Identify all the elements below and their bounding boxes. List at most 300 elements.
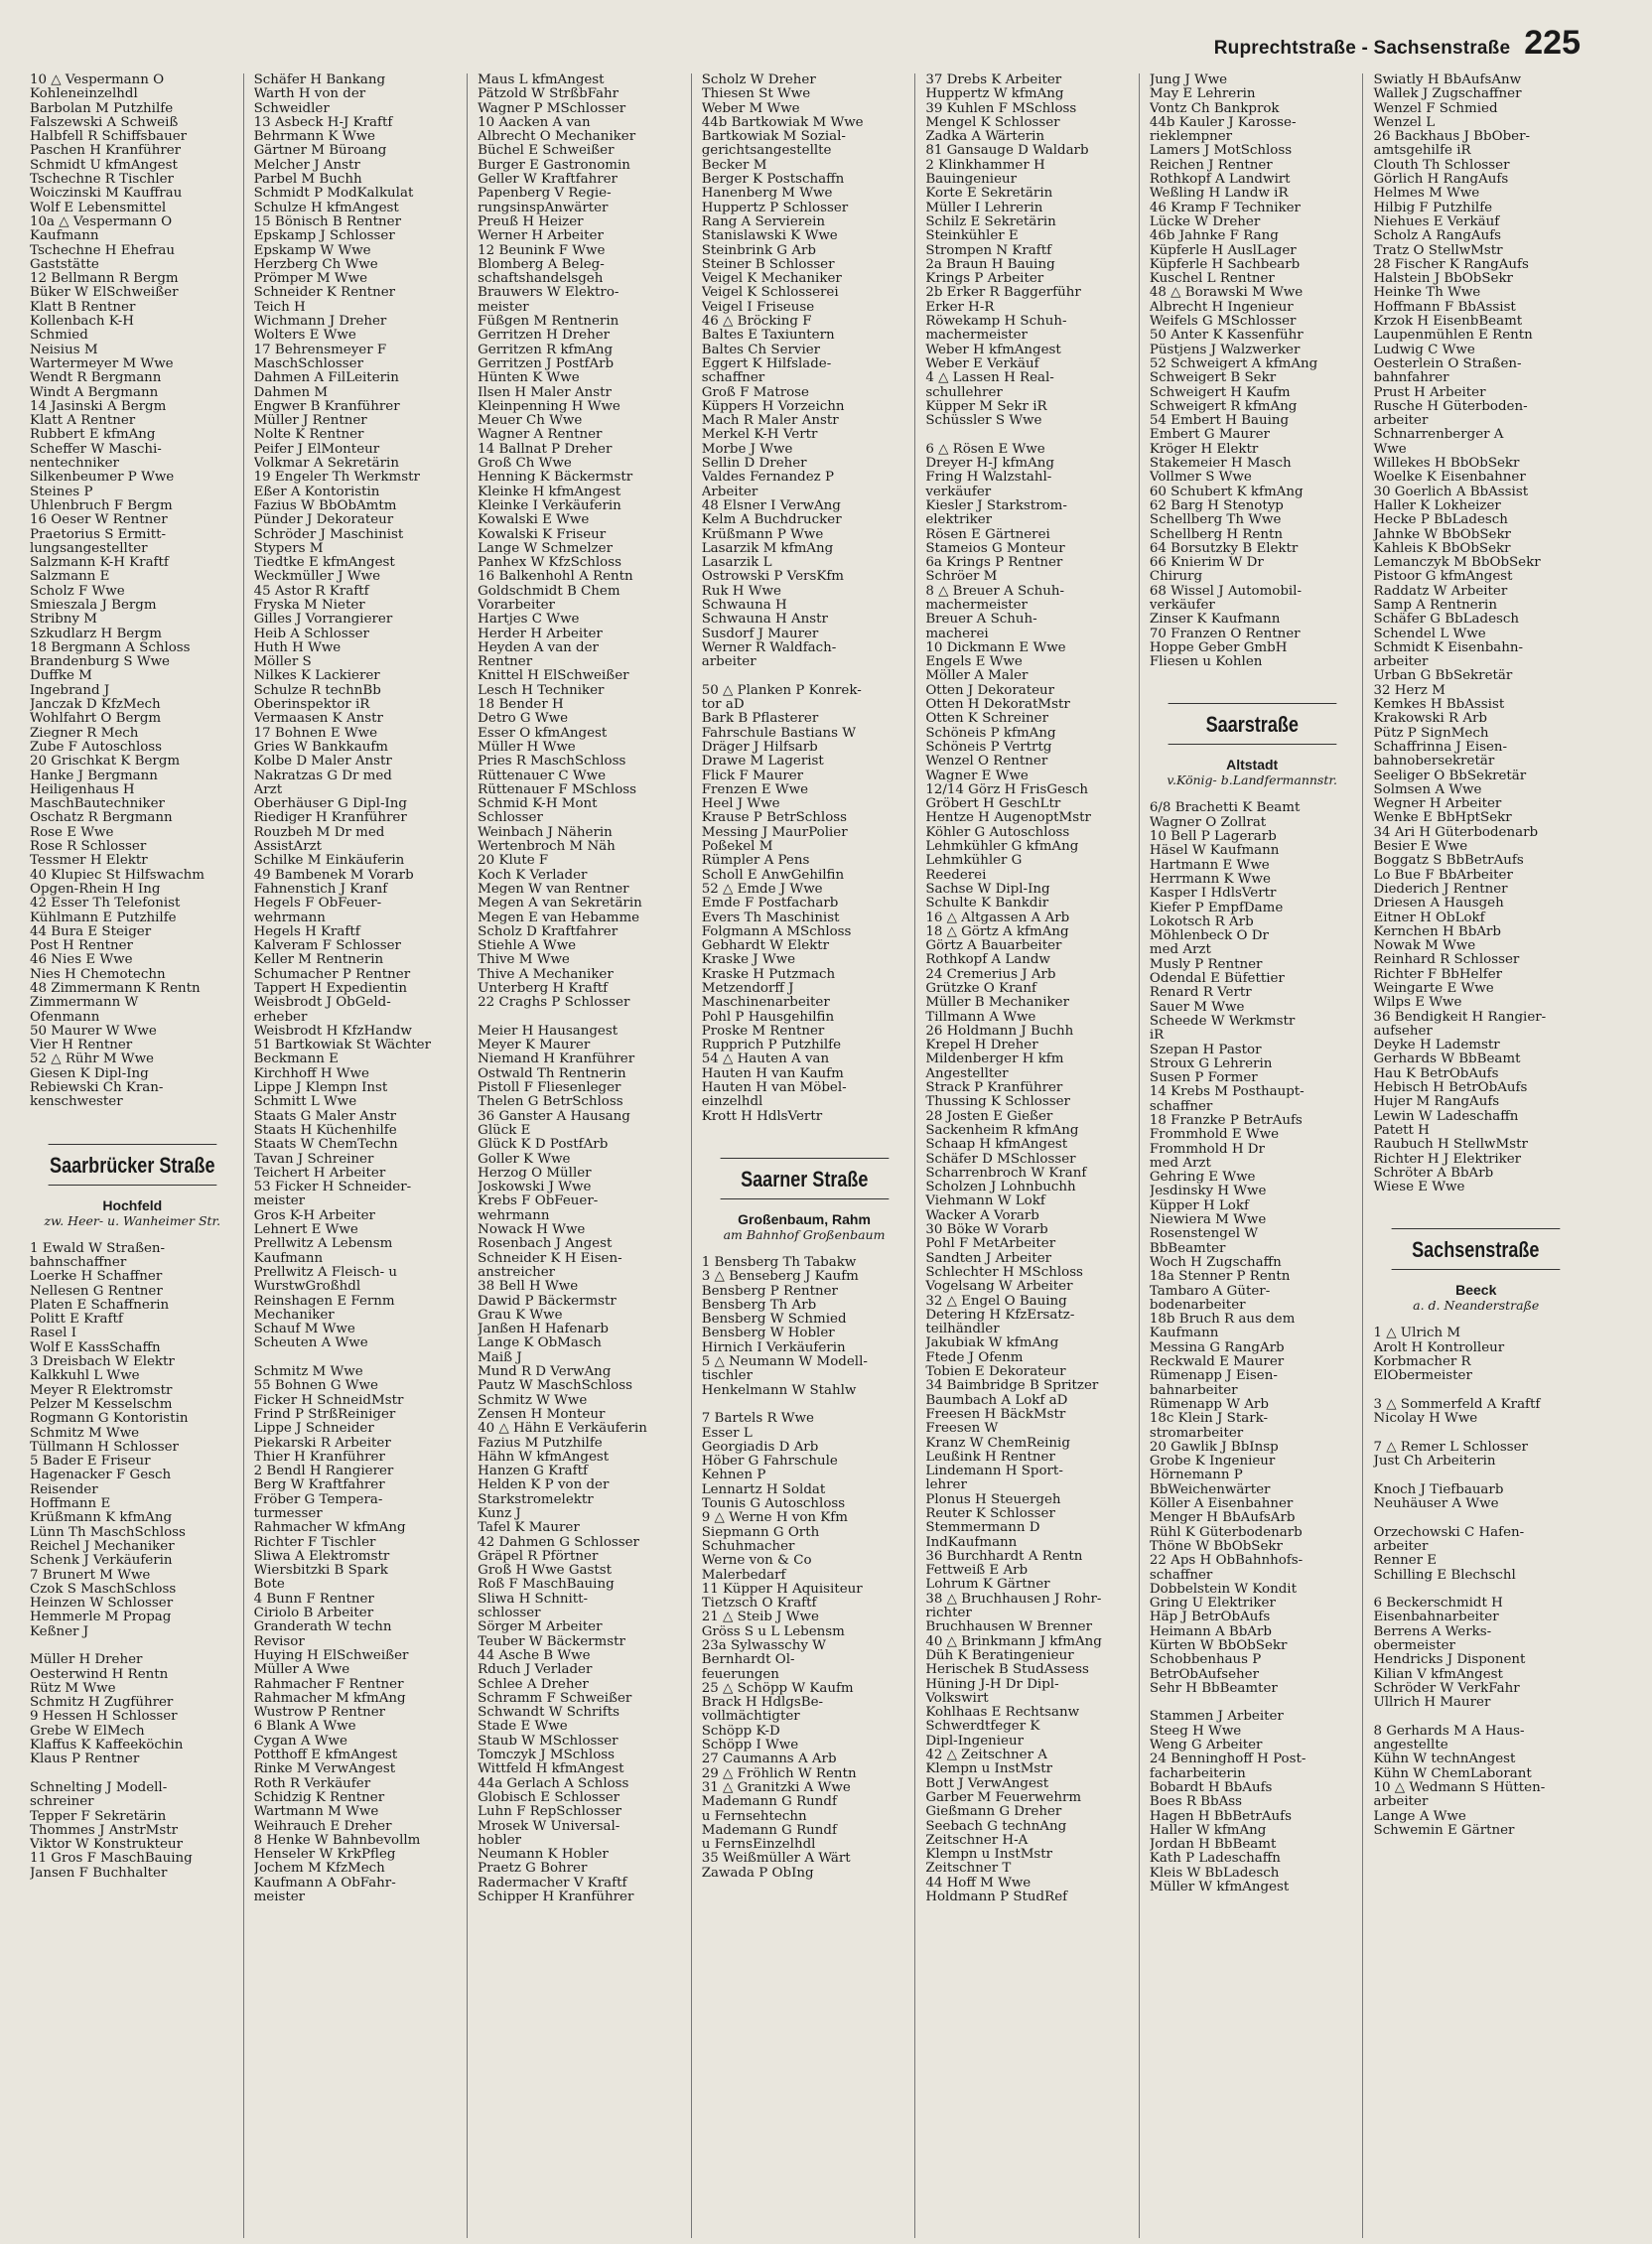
directory-entry: 16 △ Altgassen A Arb [925,911,1070,925]
directory-entry: rungsinspAnwärter [478,201,609,215]
directory-entry: Folgmann A MSchloss [701,924,852,939]
directory-entry: schaftshandelsgeh [478,272,604,287]
directory-entry: Baltes E Taxiuntern [701,329,835,344]
directory-entry: 9 △ Werne H von Kfm [701,1511,848,1526]
directory-entry: Tavan J Schreiner [253,1152,374,1167]
directory-entry: Geller W Kraftfahrer [478,173,618,188]
directory-entry: Driesen A Hausgeh [1373,897,1504,912]
directory-entry: Reichel J Mechaniker [30,1539,175,1554]
directory-entry: Freesen W [925,1422,999,1437]
directory-entry: Stypers M [253,541,324,556]
directory-entry: Baltes Ch Servier [701,343,821,357]
directory-entry: Czok S MaschSchloss [30,1582,177,1597]
directory-entry: Melcher J Anstr [253,158,360,173]
directory-entry: Hilbig F Putzhilfe [1373,201,1493,215]
directory-entry: Paschen H Kranführer [30,144,182,159]
directory-entry: Tounis G Autoschloss [701,1497,846,1512]
directory-entry: Hauten H van Kaufm [701,1066,844,1081]
directory-entry: Schweidler [253,101,330,116]
directory-entry: Stanislawski K Wwe [701,229,838,244]
directory-entry: Revisor [253,1634,305,1649]
directory-entry: Hentze H AugenoptMstr [925,811,1091,826]
directory-entry: meister [253,1194,306,1209]
directory-entry: Möller S [253,655,312,670]
directory-entry: Meyer R Elektromstr [30,1383,173,1398]
directory-entry: Bark B Pflasterer [701,712,819,727]
directory-entry: Oesterlein O Straßen- [1373,356,1522,371]
directory-entry: Opgen-Rhein H Ing [30,882,161,897]
directory-entry: Glück K D PostfArb [478,1138,609,1153]
directory-entry: Deyke H Lademstr [1373,1039,1500,1053]
directory-entry: Dreyer H-J kfmAng [925,457,1054,472]
directory-entry: Brauwers W Elektro- [478,286,620,301]
directory-entry: 50 △ Planken P Konrek- [701,683,862,698]
directory-entry: Wolf E KassSchaffn [30,1340,161,1355]
directory-entry: macherei [925,627,989,641]
directory-entry: Brack H HdlgsBe- [701,1696,824,1711]
directory-entry: machermeister [925,598,1028,613]
directory-entry: Zeitschner H-A [925,1833,1029,1848]
directory-entry: Arzt [253,782,283,797]
directory-entry: Messing J MaurPolier [701,825,848,840]
directory-entry [1150,1696,1355,1710]
directory-entry: Ziegner R Mech [30,726,139,741]
directory-entry: Reuter K Schlosser [925,1506,1055,1521]
directory-entry: Maus L kfmAngest [478,73,605,87]
directory-entry: Lasarzik M kfmAng [701,541,834,556]
directory-entry: Piekarski R Arbeiter [253,1436,391,1451]
directory-entry: Sandten J Arbeiter [925,1251,1052,1266]
directory-entry: arbeiter [701,655,757,670]
directory-entry: Düh K Beratingenieur [925,1648,1074,1663]
directory-entry: Schäfer H Bankang [253,73,386,87]
directory-entry: BetrObAufseher [1149,1667,1259,1682]
directory-entry [702,1398,907,1412]
directory-entry: 8 Gerhards M A Haus- [1373,1724,1525,1739]
directory-entry: Post H Rentner [30,939,133,954]
directory-entry: Schauf M Wwe [253,1323,355,1337]
directory-entry: Susdorf J Maurer [701,627,819,641]
page-header [1214,24,1581,63]
directory-entry: 48 Zimmermann K Rentn [30,982,201,996]
directory-entry: 46 Kramp F Techniker [1149,201,1301,215]
directory-entry: Sliwa A Elektromstr [253,1549,390,1564]
directory-entry [1373,1384,1579,1398]
directory-entry: Lennartz H Soldat [701,1482,826,1497]
directory-entry: Tschechne R Tischler [30,173,174,188]
directory-entry: Valdes Fernandez P [701,471,834,486]
directory-entry: Lewin W Ladeschaffn [1373,1109,1519,1124]
directory-entry [1373,1583,1579,1597]
directory-entry: Gros K-H Arbeiter [253,1208,375,1223]
directory-entry: Angestellter [925,1066,1009,1081]
directory-entry: Mechaniker [253,1308,335,1323]
directory-entry: Rinke M VerwAngest [253,1762,396,1777]
directory-entry: 44b Kauler J Karosse- [1149,115,1297,130]
directory-entry: Schwauna H [701,598,787,613]
directory-entry: Gerritzen J PostfArb [478,356,615,371]
directory-entry: 60 Schubert K kfmAng [1149,485,1304,499]
directory-entry: Clouth Th Schlosser [1373,158,1510,173]
directory-entry: Granderath W techn [253,1620,392,1635]
street-range: a. d. Neanderstraße [1413,1298,1540,1314]
directory-entry: Gerritzen H Dreher [478,329,611,344]
directory-entry: Berg W Kraftfahrer [253,1478,385,1493]
directory-entry: Eitner H ObLokf [1373,911,1485,925]
directory-entry: 20 Grischkat K Bergm [30,755,181,770]
directory-entry: Krings P Arbeiter [925,272,1044,287]
directory-entry: Arbeiter [701,485,758,499]
directory-entry: 18a Stenner P Rentn [1149,1270,1291,1285]
directory-entry: Hagen H BbBetrAufs [1149,1809,1292,1824]
directory-entry: Leußink H Rentner [925,1450,1055,1465]
directory-entry: Schmitt L Wwe [253,1095,357,1110]
directory-entry: 1 Ewald W Straßen- [30,1241,166,1256]
directory-entry: Steines P [30,485,93,499]
directory-entry: Hirnich I Verkäuferin [701,1340,846,1355]
directory-entry: 4 Bunn F Rentner [253,1592,374,1607]
directory-entry: Werner H Arbeiter [478,229,604,244]
directory-entry: 10a △ Vespermann O [30,214,173,229]
directory-entry: 5 Bader E Friseur [30,1455,151,1470]
directory-entry: Neisius M [30,343,98,357]
directory-entry: Krebs F ObFeuer- [478,1194,599,1209]
page-number: 225 [1524,24,1581,62]
directory-entry: Pries R MaschSchloss [478,755,626,770]
directory-entry: Glück E [478,1123,531,1138]
directory-entry: Baumbach A Lokf aD [925,1393,1068,1408]
directory-entry: Heib A Schlosser [253,627,369,641]
directory-entry: Dipl-Ingenieur [925,1734,1024,1749]
directory-entry: Kirchhoff H Wwe [253,1066,369,1081]
directory-entry: 14 Krebs M Posthaupt- [1149,1085,1305,1100]
directory-entry: Lehmkühler G kfmAng [925,840,1079,855]
directory-entry: Nicolay H Wwe [1373,1412,1478,1427]
directory-entry: 39 Kuhlen F MSchloss [925,101,1077,116]
directory-entry: Wiersbitzki B Spark [253,1564,388,1579]
directory-entry: Lange W Schmelzer [478,541,614,556]
directory-entry: Albrecht O Mechaniker [478,130,636,145]
directory-entry: Neuhäuser A Wwe [1373,1497,1499,1512]
directory-entry: Schidzig K Rentner [253,1790,385,1805]
directory-entry: 26 Backhaus J BbOber- [1373,130,1530,145]
directory-entry: 3 Dreisbach W Elektr [30,1355,175,1370]
directory-entry: 21 △ Steib J Wwe [701,1611,819,1625]
directory-entry: Freesen H BäckMstr [925,1407,1066,1422]
directory-entry: 9 Hessen H Schlosser [30,1710,178,1725]
directory-entry: Häp J BetrObAufs [1149,1611,1271,1625]
directory-entry: Klatt B Rentner [30,300,136,315]
directory-entry: Albrecht H Ingenieur [1149,300,1294,315]
directory-entry: Korbmacher R [1373,1355,1471,1370]
directory-entry: 14 Jasinski A Bergm [30,399,167,414]
directory-entry: Wiese E Wwe [1373,1181,1465,1195]
directory-entry: Mach R Maler Anstr [701,414,839,429]
directory-entry: Renard R Vertr [1149,986,1252,1001]
directory-entry: Weinbach J Näherin [478,825,613,840]
directory-entry: Scholz D Kraftfahrer [478,924,619,939]
directory-entry: Becker M [701,158,767,173]
directory-entry: Dobbelstein W Kondit [1149,1582,1297,1597]
directory-entry: Jesdinsky H Wwe [1149,1185,1267,1199]
directory-entry: Sehr H BbBeamter [1149,1681,1278,1696]
directory-entry: Prellwitz A Lebensm [253,1237,393,1252]
directory-entry: schaffner [1149,1568,1213,1583]
directory-entry: Breuer A Schuh- [925,613,1037,628]
directory-entry: Willekes H BbObSekr [1373,457,1520,472]
directory-entry: Staub W MSchlosser [478,1734,619,1749]
directory-entry: Hoppe Geber GmbH [1149,640,1288,655]
directory-entry: Bensberg W Schmied [701,1313,847,1328]
directory-entry: Ofenmann [30,1010,100,1025]
directory-entry: 55 Bohnen G Wwe [253,1379,378,1394]
directory-entry: Schröder W VerkFahr [1373,1681,1520,1696]
directory-entry: arbeiter [1373,1539,1429,1554]
directory-entry: Lasarzik L [701,556,772,571]
directory-entry: Köhler G Autoschloss [925,825,1070,840]
directory-entry: Gehring E Wwe [1149,1171,1256,1186]
directory-entry: Uhlenbruch F Bergm [30,498,173,513]
directory-entry: Warth H von der [253,87,366,102]
directory-entry: Sachse W Dipl-Ing [925,882,1050,897]
directory-entry: Schwandt W Schrifts [478,1706,620,1721]
directory-entry: 48 Elsner I VerwAng [701,498,841,513]
directory-entry: Schmidt P ModKalkulat [253,187,414,202]
directory-entry: bodenarbeiter [1149,1298,1246,1313]
directory-entry: Lehnert E Wwe [253,1223,358,1238]
directory-entry: Schüssler S Wwe [925,414,1042,429]
directory-entry: Tobien E Dekorateur [925,1365,1066,1380]
directory-entry: 52 △ Rühr M Wwe [30,1052,154,1067]
directory-entry: Lehmkühler G [925,854,1023,869]
directory-entry: Mademann G Rundf [701,1795,837,1810]
directory-entry: 49 Bambenek M Vorarb [253,868,414,883]
district-name: Altstadt [1226,757,1279,773]
directory-entry: Müller W kfmAngest [1149,1881,1290,1895]
directory-entry: Papenberg V Regie- [478,187,612,202]
directory-entry: Hartmann E Wwe [1149,858,1270,873]
directory-entry: Lokotsch R Arb [1149,914,1254,929]
directory-entry: 31 △ Granitzki A Wwe [701,1780,851,1795]
directory-entry: Vollmer S Wwe [1149,471,1252,486]
directory-entry: Oberhäuser G Dipl-Ing [253,797,407,812]
directory-entry: 42 Esser Th Telefonist [30,897,181,912]
directory-entry: Niehues E Verkäuf [1373,214,1500,229]
directory-entry: Steinbrink G Arb [701,243,816,258]
directory-entry: Schmidt K Eisenbahn- [1373,640,1524,655]
directory-entry: Sellin D Dreher [701,457,807,472]
directory-entry: Gerhards W BbBeamt [1373,1052,1521,1067]
directory-entry: Lange K ObMasch [478,1336,602,1351]
directory-entry: Duffke M [30,669,92,684]
directory-entry: Wartermeyer M Wwe [30,356,174,371]
directory-entry: 18 Bergmann A Schloss [30,640,191,655]
directory-entry: Schlee A Dreher [478,1677,589,1692]
directory-entry: Stemmermann D [925,1521,1040,1536]
directory-entry: 68 Wissel J Automobil- [1149,584,1302,599]
directory-entry: Gerritzen R kfmAng [478,343,614,357]
directory-entry: Schweigert H Kaufm [1149,385,1291,400]
directory-entry: Malerbedarf [701,1568,786,1583]
directory-entry: 52 Schweigert A kfmAng [1149,356,1318,371]
directory-entry: Frommhold E Wwe [1149,1128,1280,1143]
directory-entry: Schäfer D MSchlosser [925,1152,1076,1167]
directory-entry: Huppertz W kfmAng [925,87,1064,102]
directory-entry: Krüßmann P Wwe [701,527,824,542]
directory-entry: Bensberg W Hobler [701,1327,835,1341]
directory-entry: Thier H Kranführer [253,1450,385,1465]
directory-entry: Gring U Elektriker [1149,1597,1276,1612]
directory-entry: 6a Krings P Rentner [925,556,1063,571]
directory-entry: Schmid K-H Mont [478,797,598,812]
directory-entry: Ciriolo B Arbeiter [253,1607,374,1621]
directory-entry: 46 Nies E Wwe [30,953,133,968]
directory-entry: 44a Gerlach A Schloss [478,1776,629,1791]
directory-entry: Wwe [1373,442,1407,457]
directory-entry: Woelke K Eisenbahner [1373,471,1526,486]
directory-column [1373,73,1586,2238]
directory-entry: 19 Engeler Th Werkmstr [253,471,420,486]
directory-entry: ElObermeister [1373,1369,1472,1384]
directory-entry: Schwauna H Anstr [701,613,828,628]
directory-entry: Pütz P SignMech [1373,726,1489,741]
directory-entry: facharbeiterin [1149,1766,1246,1781]
directory-entry: Panhex W KfzSchloss [478,556,621,571]
directory-entry: Rümenapp W Arb [1149,1397,1269,1412]
directory-entry: Ostwald Th Rentnerin [478,1066,626,1081]
directory-entry: Wilps E Wwe [1373,996,1462,1011]
directory-entry: Jochem M KfzMech [253,1862,385,1877]
directory-entry: bahnfahrer [1373,371,1449,386]
directory-entry: Reckwald E Maurer [1149,1355,1285,1370]
directory-entry: hobler [478,1833,522,1848]
directory-entry: Wenzel F Schmied [1373,101,1498,116]
directory-entry: Strack P Kranführer [925,1081,1063,1096]
directory-entry: Schilke M Einkäuferin [253,854,405,869]
directory-entry: arbeiter [1373,414,1429,429]
directory-entry: Dräger J Hilfsarb [701,740,818,755]
directory-entry: 36 Burchhardt A Rentn [925,1549,1083,1564]
directory-entry: Niemand H Kranführer [478,1052,635,1067]
directory-entry: Schnelting J Modell- [30,1780,168,1795]
directory-entry: Schipper H Kranführer [478,1891,634,1904]
district-name: Hochfeld [102,1196,163,1213]
directory-entry: 36 Bendigkeit H Rangier- [1373,1010,1547,1025]
directory-entry: Flick F Maurer [701,769,804,783]
directory-entry: Kürten W BbObSekr [1149,1638,1288,1653]
directory-entry: med Arzt [1149,1156,1211,1171]
directory-entry: obermeister [1373,1638,1455,1653]
directory-entry: Wolters E Wwe [253,329,356,344]
directory-entry: Vorarbeiter [478,598,555,613]
running-title: Ruprechtstraße - Sachsenstraße [1213,38,1511,59]
directory-entry: Prust H Arbeiter [1373,385,1486,400]
directory-entry: Richter F Tischler [253,1535,376,1550]
directory-entry: Merkel K-H Vertr [701,428,818,443]
directory-entry: Lemanczyk M BbObSekr [1373,556,1541,571]
directory-entry: Krause P BetrSchloss [701,811,847,826]
directory-entry: 46b Jahnke F Rang [1149,229,1279,244]
directory-entry: Kraske J Wwe [701,953,796,968]
directory-entry: Prellwitz A Fleisch- u [253,1265,398,1280]
directory-entry: bahnarbeiter [1149,1383,1238,1398]
directory-entry: Hendricks J Disponent [1373,1653,1526,1668]
directory-entry: Zensen H Monteur [478,1407,606,1422]
directory-entry: Ficker H SchneidMstr [253,1393,404,1408]
directory-entry: Huth H Wwe [253,640,342,655]
directory-entry: Kath P Ladeschaffn [1149,1852,1281,1867]
directory-entry [30,1767,235,1781]
directory-entry: Maiß J [478,1350,522,1365]
directory-entry: Megen W van Rentner [478,882,629,897]
directory-entry: elektriker [925,513,993,528]
directory-entry: 2 Bendl H Rangierer [253,1465,394,1479]
directory-entry: 8 △ Breuer A Schuh- [925,584,1065,599]
directory-entry: 38 △ Bruchhausen J Rohr- [925,1592,1102,1607]
directory-entry: Rosenstengel W [1149,1227,1259,1242]
directory-entry: Schöpp I Wwe [701,1739,799,1753]
directory-entry: Schwerdtfeger K [925,1720,1040,1735]
directory-entry: tischler [701,1369,754,1384]
directory-entry: Reisender [30,1482,98,1497]
directory-entry: Schellberg Th Wwe [1149,513,1282,528]
directory-entry: nentechniker [30,457,119,472]
directory-entry: Raddatz W Arbeiter [1373,584,1508,599]
directory-entry: Kühn W technAngest [1373,1753,1516,1767]
directory-entry: Eisenbahnarbeiter [1373,1611,1499,1625]
directory-entry: 12/14 Görz H FrisGesch [925,782,1089,797]
directory-entry: Herder H Arbeiter [478,627,603,641]
directory-entry: 32 Herz M [1373,683,1446,698]
directory-entry: Heiligenhaus H [30,782,135,797]
directory-entry: Teuber W Bäckermstr [478,1634,625,1649]
directory-entry: 10 Aacken A van [478,115,591,130]
directory-entry: Jakubiak W kfmAng [925,1336,1059,1351]
directory-entry: WurstwGroßhdl [253,1280,361,1295]
directory-entry: Zadka A Wärterin [925,130,1045,145]
directory-entry: Stribny M [30,613,97,628]
directory-entry: Veigel K Schlosserei [701,286,839,301]
directory-entry: Rasel I [30,1327,76,1341]
directory-entry: turmesser [253,1506,323,1521]
directory-entry: Odendal E Büfettier [1149,972,1285,987]
directory-entry: Sörger M Arbeiter [478,1620,603,1635]
directory-entry: Schulze H kfmAngest [253,201,399,215]
directory-entry: Bruchhausen W Brenner [925,1620,1092,1635]
directory-entry: Küpferle H Sachbearb [1149,257,1301,272]
directory-entry: Staats G Maler Anstr [253,1109,397,1124]
directory-entry: 10 Dickmann E Wwe [925,640,1066,655]
directory-entry: Meier H Hausangest [478,1024,619,1039]
directory-entry: 32 △ Engel O Bauing [925,1294,1067,1309]
directory-entry: Herrmann K Wwe [1149,872,1271,887]
directory-entry: Thive A Mechaniker [478,967,614,982]
directory-entry: Dawid P Bäckermstr [478,1294,617,1309]
directory-entry: Nowak M Wwe [1373,939,1476,954]
directory-entry: Orzechowski C Hafen- [1373,1525,1525,1540]
directory-entry: Schmitz W Wwe [478,1393,588,1408]
directory-entry: Kohleneinzelhdl [30,87,138,102]
directory-entry: Rösen E Gärtnerei [925,527,1050,542]
directory-entry: Krott H HdlsVertr [701,1109,823,1124]
directory-entry: Hujer M RangAufs [1373,1095,1500,1110]
directory-entry: wehrmann [253,911,326,925]
directory-entry: Müller B Mechaniker [925,996,1069,1011]
directory-entry: Pistoor G kfmAngest [1373,570,1513,585]
directory-entry: Thiesen St Wwe [701,87,811,102]
directory-entry: Kilian V kfmAngest [1373,1667,1503,1682]
directory-entry: 22 Craghs P Schlosser [478,996,630,1011]
